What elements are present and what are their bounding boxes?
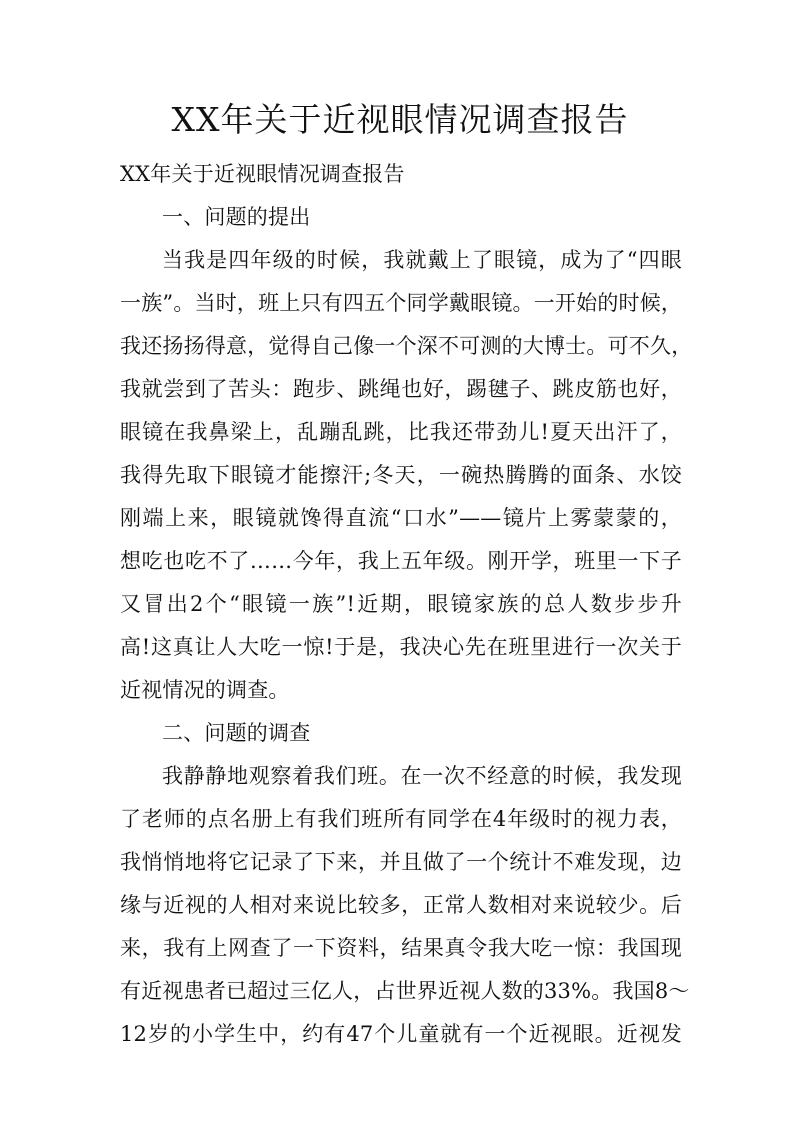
paragraph-line: 有近视患者已超过三亿人，占世界近视人数的33%。我国8～	[120, 979, 690, 1003]
paragraph-line: 12岁的小学生中，约有47个儿童就有一个近视眼。近视发	[120, 1022, 682, 1046]
paragraph-line: 近视情况的调查。	[120, 678, 290, 702]
section-heading-1: 一、问题的提出	[162, 205, 311, 229]
paragraph-line: 我悄悄地将它记录了下来，并且做了一个统计不难发现，边	[120, 850, 682, 874]
paragraph-line: 想吃也吃不了……今年，我上五年级。刚开学，班里一下子	[120, 549, 682, 573]
paragraph-line: 缘与近视的人相对来说比较多，正常人数相对来说较少。后	[120, 893, 682, 917]
paragraph-line: 一族”。当时，班上只有四五个同学戴眼镜。一开始的时候，	[120, 291, 683, 315]
document-subtitle: XX年关于近视眼情况调查报告	[120, 162, 405, 186]
paragraph-line: 我还扬扬得意，觉得自己像一个深不可测的大博士。可不久，	[120, 334, 693, 358]
document-title: XX年关于近视眼情况调查报告	[171, 100, 629, 139]
paragraph-line: 刚端上来，眼镜就馋得直流“口水”——镜片上雾蒙蒙的，	[120, 506, 682, 530]
paragraph-line: 眼镜在我鼻梁上，乱蹦乱跳，比我还带劲儿!夏天出汗了，	[120, 420, 682, 444]
paragraph-line: 了老师的点名册上有我们班所有同学在4年级时的视力表，	[120, 807, 682, 831]
paragraph-line: 我静静地观察着我们班。在一次不经意的时候，我发现	[162, 764, 682, 788]
paragraph-line: 当我是四年级的时候，我就戴上了眼镜，成为了“四眼	[162, 248, 682, 272]
paragraph-line: 我就尝到了苦头：跑步、跳绳也好，踢毽子、跳皮筋也好，	[120, 377, 682, 401]
paragraph-line: 又冒出2个“眼镜一族”!近期，眼镜家族的总人数步步升	[120, 592, 682, 616]
section-heading-2: 二、问题的调查	[162, 721, 311, 745]
paragraph-line: 来，我有上网查了一下资料，结果真令我大吃一惊：我国现	[120, 936, 682, 960]
paragraph-line: 我得先取下眼镜才能擦汗;冬天，一碗热腾腾的面条、水饺	[120, 463, 682, 487]
paragraph-line: 高!这真让人大吃一惊!于是，我决心先在班里进行一次关于	[120, 635, 682, 659]
